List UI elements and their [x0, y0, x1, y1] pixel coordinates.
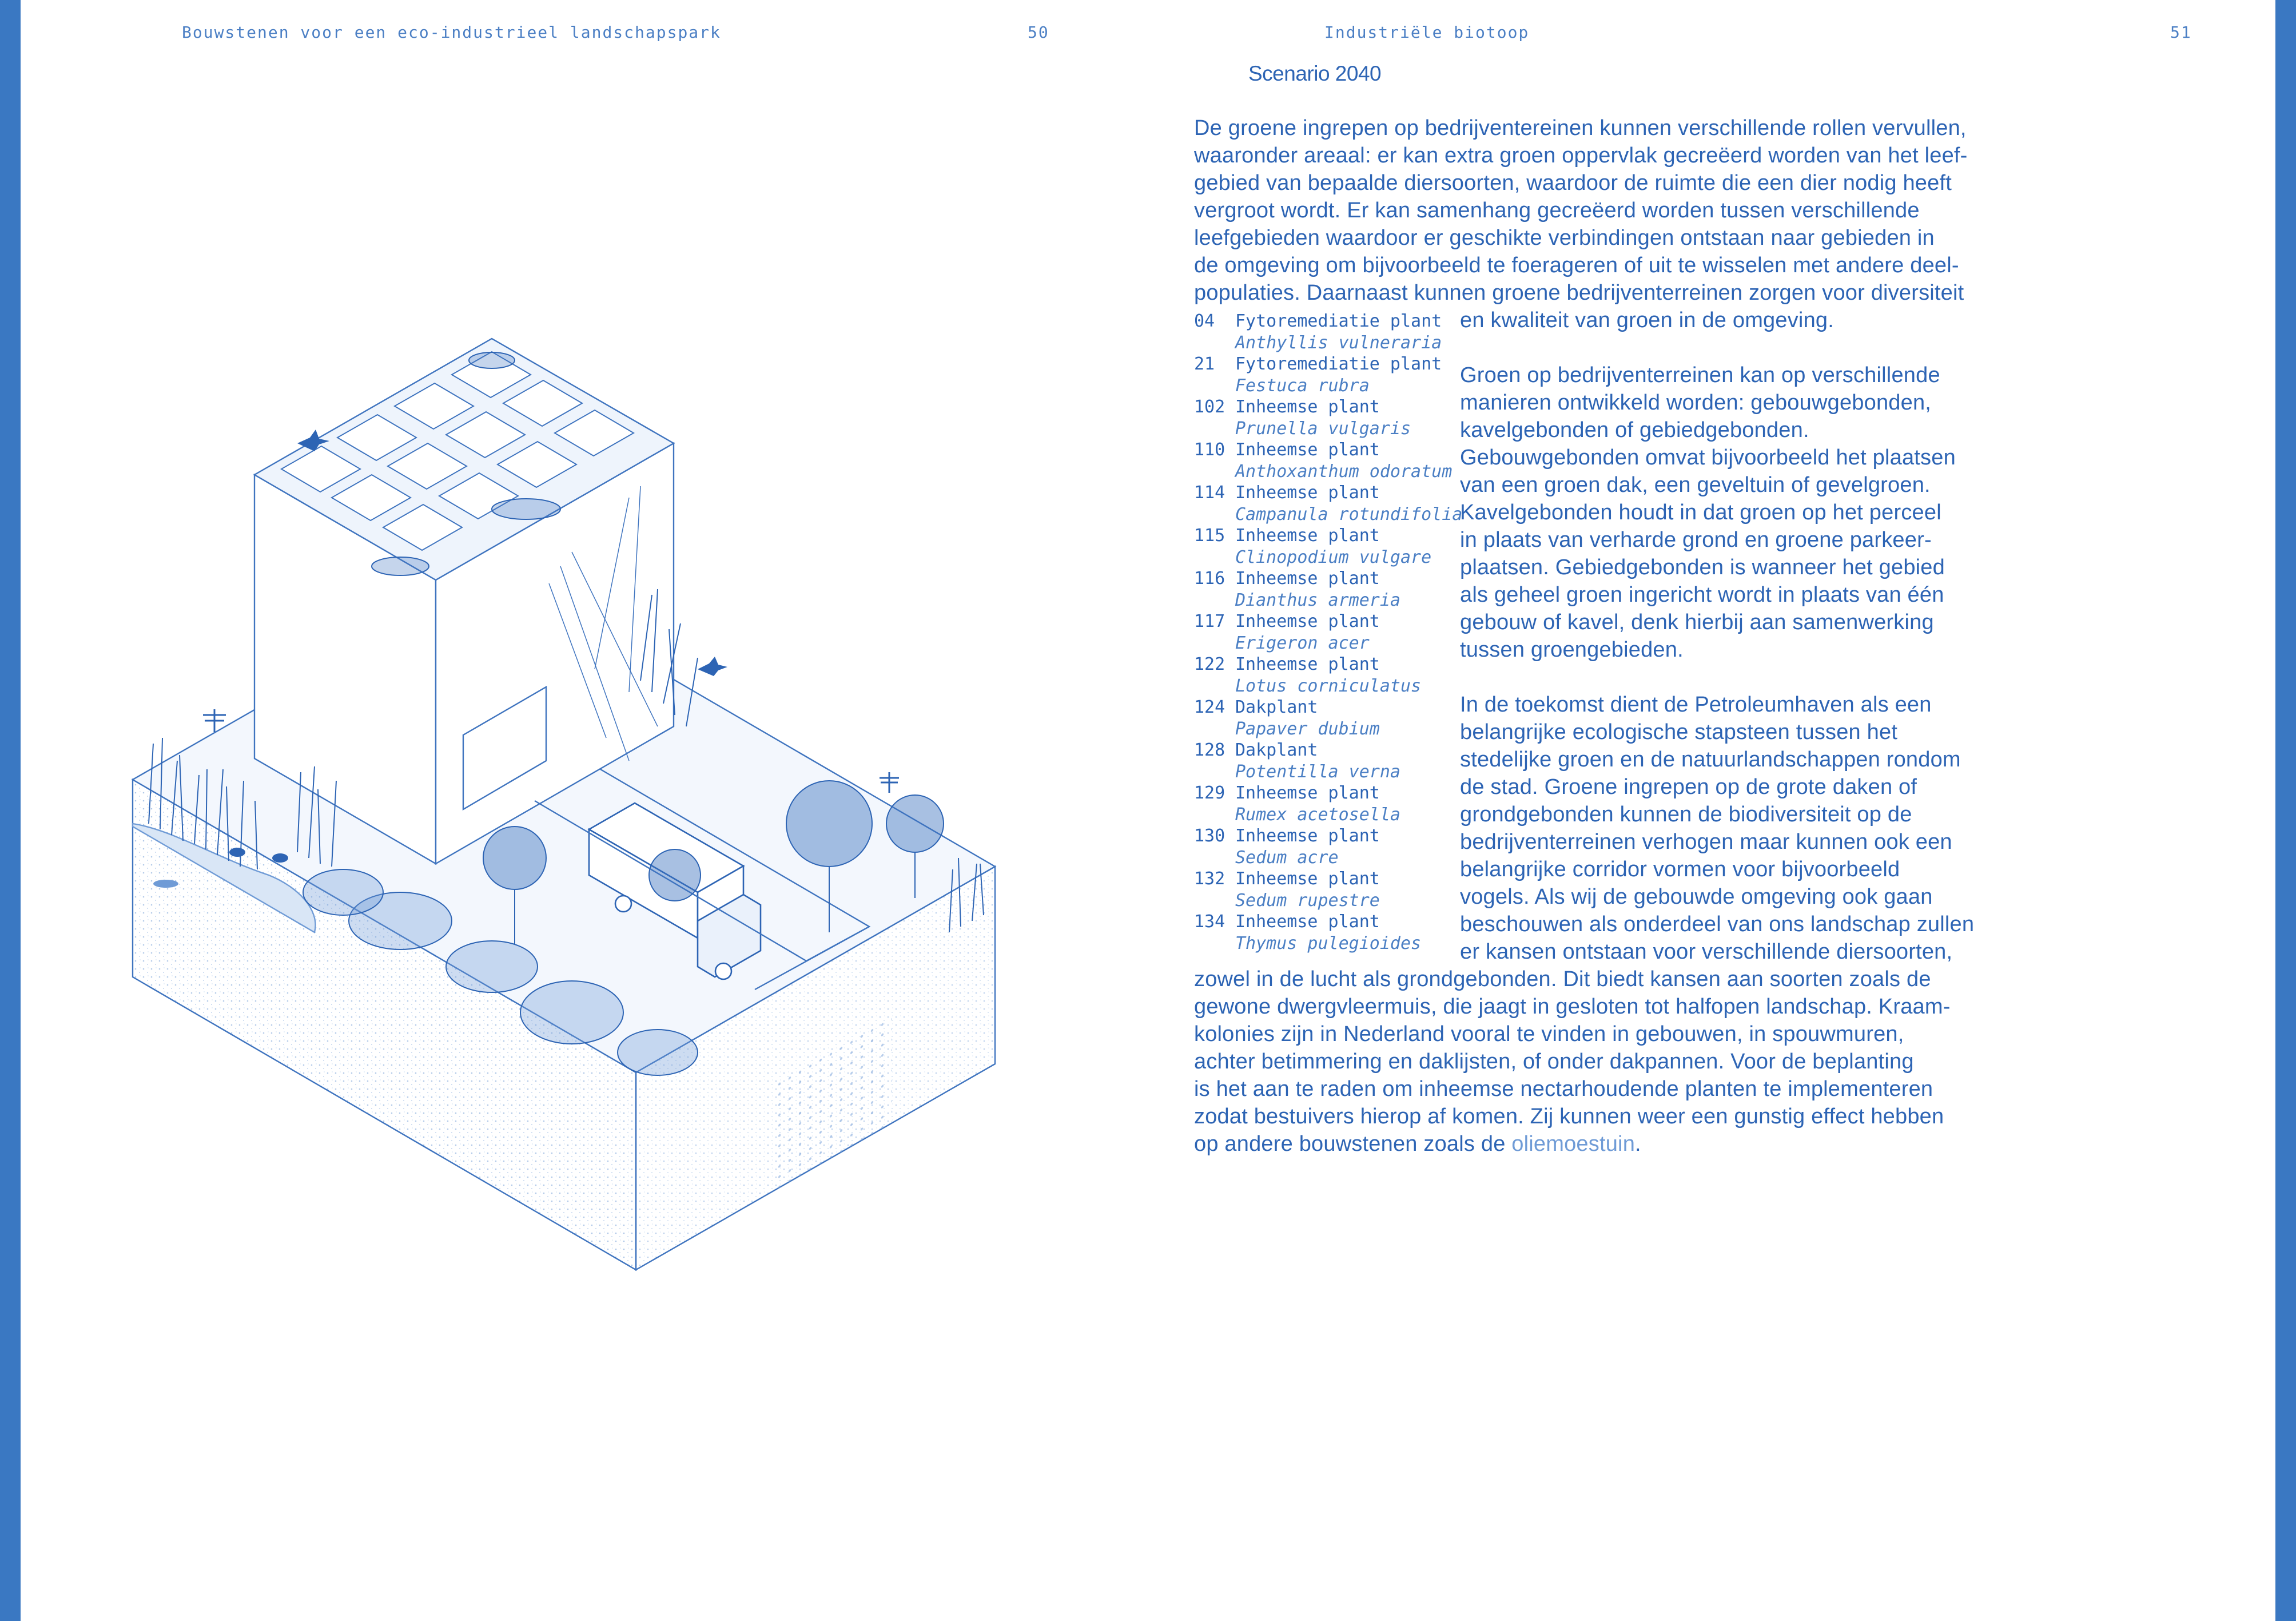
species-number: 102	[1194, 397, 1225, 417]
species-number: 132	[1194, 869, 1225, 889]
species-type: Fytoremediatie plant	[1235, 311, 1442, 331]
column-line: bedrijventerreinen verhogen maar kunnen ook een	[1460, 830, 1952, 854]
species-latin-name: Erigeron acer	[1235, 633, 1370, 653]
species-latin-name: Prunella vulgaris	[1235, 418, 1411, 439]
species-item	[1194, 439, 1463, 482]
species-item	[1194, 782, 1463, 825]
column-line: als geheel groen ingericht wordt in plaats van één	[1460, 583, 1944, 607]
species-type: Inheemse plant	[1235, 826, 1380, 846]
column-line: belangrijke corridor vormen voor bijvoorbeeld	[1460, 857, 1900, 881]
species-latin-name: Potentilla verna	[1235, 761, 1400, 782]
species-item	[1194, 525, 1463, 568]
species-number: 116	[1194, 569, 1225, 589]
intro-line: vergroot wordt. Er kan samenhang gecreëerd worden tussen verschillende	[1194, 198, 1920, 223]
species-item	[1194, 911, 1463, 954]
closing-line: gewone dwergvleermuis, die jaagt in gesloten tot halfopen landschap. Kraam-	[1194, 995, 1951, 1019]
closing-line: zodat bestuivers hierop af komen. Zij kunnen weer een gunstig effect hebben	[1194, 1104, 1944, 1129]
right-page-number: 51	[2170, 23, 2192, 42]
column-line	[1460, 664, 1974, 691]
species-number: 110	[1194, 440, 1225, 460]
scenario-title: Scenario 2040	[1248, 62, 1382, 85]
right-running-header: Industriële biotoop	[1324, 23, 1530, 42]
intro-line: waaronder areaal: er kan extra groen oppervlak gecreëerd worden van het leef-	[1194, 144, 1968, 168]
species-latin-name: Festuca rubra	[1235, 375, 1370, 396]
species-type: Dakplant	[1235, 697, 1318, 717]
species-number: 128	[1194, 740, 1225, 760]
species-latin-name: Dianthus armeria	[1235, 590, 1400, 610]
column-line: de stad. Groene ingrepen op de grote daken of	[1460, 775, 1917, 799]
column-line: plaatsen. Gebiedgebonden is wanneer het gebied	[1460, 555, 1945, 579]
column-line: Kavelgebonden houdt in dat groen op het perceel	[1460, 500, 1941, 525]
column-line: beschouwen als onderdeel van ons landschap zullen	[1460, 912, 1975, 936]
column-line: stedelijke groen en de natuurlandschappen rondom	[1460, 748, 1961, 772]
species-latin-name: Sedum rupestre	[1235, 890, 1380, 911]
species-number: 122	[1194, 654, 1225, 674]
species-item	[1194, 311, 1463, 353]
species-latin-name: Campanula rotundifolia	[1235, 504, 1463, 525]
column-line: Groen op bedrijventerreinen kan op verschillende	[1460, 363, 1940, 387]
oliemoestuin-link[interactable]: oliemoestuin	[1511, 1132, 1636, 1156]
species-number: 04	[1194, 311, 1215, 331]
species-type: Inheemse plant	[1235, 869, 1380, 889]
right-page-border	[2275, 0, 2296, 1621]
species-list	[1194, 311, 1463, 954]
intro-line: de omgeving om bijvoorbeeld te foerageren of uit te wisselen met andere deel-	[1194, 253, 1959, 277]
left-page-number: 50	[1028, 23, 1049, 42]
species-number: 117	[1194, 611, 1225, 631]
species-number: 114	[1194, 483, 1225, 503]
species-type: Fytoremediatie plant	[1235, 354, 1442, 374]
species-number: 124	[1194, 697, 1225, 717]
species-item	[1194, 611, 1463, 654]
species-latin-name: Rumex acetosella	[1235, 804, 1400, 825]
column-line: Gebouwgebonden omvat bijvoorbeeld het plaatsen	[1460, 446, 1956, 470]
species-type: Inheemse plant	[1235, 912, 1380, 932]
column-line: grondgebonden kunnen de biodiversiteit op de	[1460, 802, 1912, 827]
species-number: 115	[1194, 526, 1225, 546]
species-type: Inheemse plant	[1235, 397, 1380, 417]
species-item	[1194, 396, 1463, 439]
column-line: gebouw of kavel, denk hierbij aan samenwerking	[1460, 610, 1934, 634]
species-type: Inheemse plant	[1235, 526, 1380, 546]
column-line: vogels. Als wij de gebouwde omgeving ook gaan	[1460, 885, 1933, 909]
column-line: er kansen ontstaan voor verschillende diersoorten,	[1460, 940, 1953, 964]
column-line	[1460, 334, 1974, 361]
species-type: Inheemse plant	[1235, 783, 1380, 803]
intro-line: populaties. Daarnaast kunnen groene bedrijventerreinen zorgen voor diversiteit	[1194, 281, 1964, 305]
closing-line: zowel in de lucht als grondgebonden. Dit biedt kansen aan soorten zoals de	[1194, 967, 1931, 991]
column-line: manieren ontwikkeld worden: gebouwgebonden,	[1460, 391, 1932, 415]
bird-icon	[698, 657, 727, 676]
column-line: In de toekomst dient de Petroleumhaven als een	[1460, 693, 1932, 717]
column-line: tussen groengebieden.	[1460, 638, 1684, 662]
species-type: Inheemse plant	[1235, 611, 1380, 631]
species-number: 129	[1194, 783, 1225, 803]
column-line: en kwaliteit van groen in de omgeving.	[1460, 308, 1834, 332]
closing-line: kolonies zijn in Nederland vooral te vinden in gebouwen, in spouwmuren,	[1194, 1022, 1904, 1046]
column-line: belangrijke ecologische stapsteen tussen het	[1460, 720, 1898, 744]
species-item	[1194, 353, 1463, 396]
species-number: 130	[1194, 826, 1225, 846]
intro-line: leefgebieden waardoor er geschikte verbindingen ontstaan naar gebieden in	[1194, 226, 1935, 250]
species-item	[1194, 482, 1463, 525]
species-latin-name: Anthoxanthum odoratum	[1235, 461, 1453, 482]
closing-last-line: op andere bouwstenen zoals de oliemoestuin.	[1194, 1132, 1641, 1156]
isometric-biotope-illustration	[126, 326, 1018, 1287]
intro-line: De groene ingrepen op bedrijventereinen kunnen verschillende rollen vervullen,	[1194, 116, 1967, 140]
closing-line: achter betimmering en daklijsten, of onder dakpannen. Voor de beplanting	[1194, 1050, 1914, 1074]
duck-icon	[229, 848, 245, 857]
column-line: kavelgebonden of gebiedgebonden.	[1460, 418, 1809, 442]
species-type: Dakplant	[1235, 740, 1318, 760]
species-latin-name: Anthyllis vulneraria	[1235, 332, 1442, 353]
species-number: 21	[1194, 354, 1215, 374]
species-type: Inheemse plant	[1235, 483, 1380, 503]
species-latin-name: Clinopodium vulgare	[1235, 547, 1432, 567]
column-line: van een groen dak, een geveltuin of gevelgroen.	[1460, 473, 1931, 497]
fish-icon	[153, 880, 178, 888]
species-item	[1194, 568, 1463, 611]
species-type: Inheemse plant	[1235, 440, 1380, 460]
left-running-header: Bouwstenen voor een eco-industrieel landschapspark	[182, 23, 721, 42]
text-column	[1460, 307, 1974, 966]
species-item	[1194, 740, 1463, 782]
species-latin-name: Sedum acre	[1235, 847, 1339, 868]
species-item	[1194, 825, 1463, 868]
species-type: Inheemse plant	[1235, 569, 1380, 589]
closing-line: is het aan te raden om inheemse nectarhoudende planten te implementeren	[1194, 1077, 1933, 1101]
species-item	[1194, 868, 1463, 911]
left-page-border	[0, 0, 21, 1621]
species-item	[1194, 697, 1463, 740]
intro-line: gebied van bepaalde diersoorten, waardoor de ruimte die een dier nodig heeft	[1194, 171, 1952, 195]
closing-paragraph	[1194, 966, 1951, 1158]
column-line: in plaats van verharde grond en groene parkeer-	[1460, 528, 1932, 552]
duck-icon	[272, 853, 288, 863]
species-type: Inheemse plant	[1235, 654, 1380, 674]
species-item	[1194, 654, 1463, 697]
species-number: 134	[1194, 912, 1225, 932]
species-latin-name: Thymus pulegioides	[1235, 933, 1422, 953]
dragonfly-icon	[880, 772, 899, 793]
species-latin-name: Papaver dubium	[1235, 718, 1380, 739]
intro-paragraph	[1194, 114, 1968, 307]
species-latin-name: Lotus corniculatus	[1235, 676, 1422, 696]
